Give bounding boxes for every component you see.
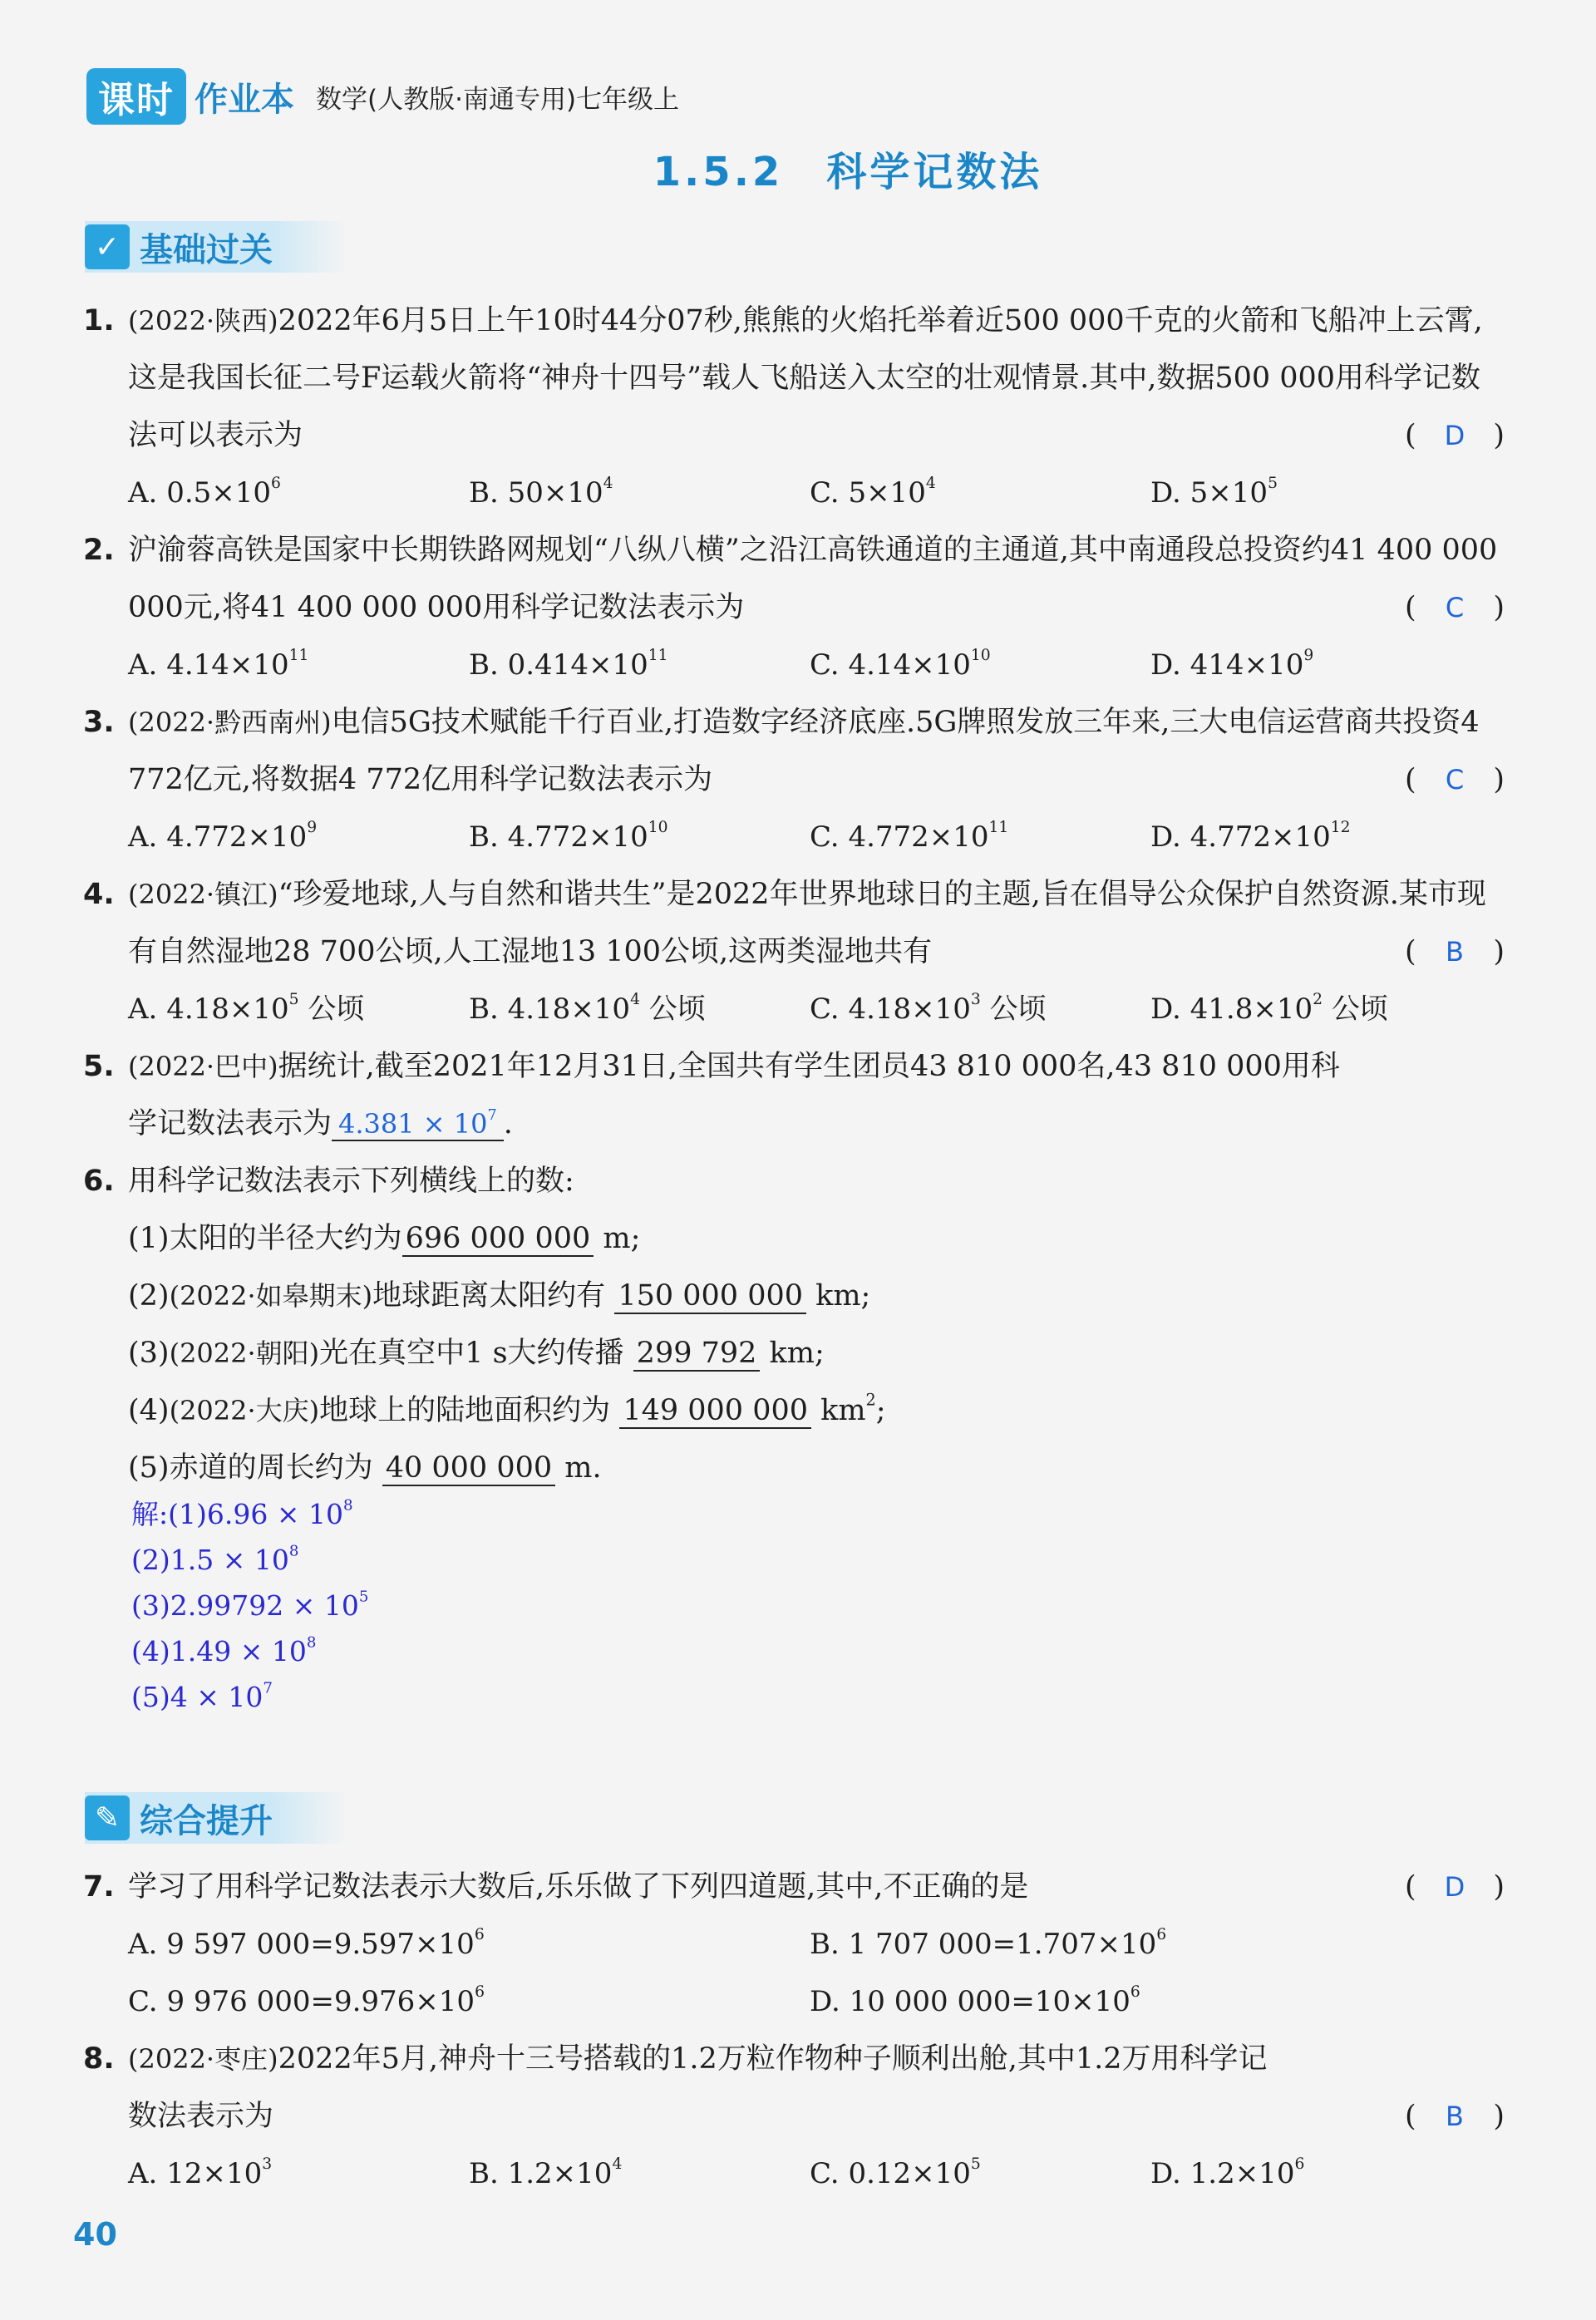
question-number: 4. <box>83 878 115 911</box>
option: B. $1.2\times 10^4$ <box>469 2155 623 2190</box>
answer-letter: C <box>1445 592 1465 623</box>
sub-question-1: (1)太阳的半径大约为 696 000 000 m; <box>128 1222 641 1255</box>
question-number: 7. <box>83 1870 115 1904</box>
book-subtitle: 数学(人教版·南通专用)七年级上 <box>316 84 680 115</box>
brand-name: 作业本 <box>195 80 294 119</box>
option: B. 1 707 $000=1.707\times 10^6$ <box>810 1926 1167 1961</box>
question-text: (2022·黔西南州)电信5G技术赋能千行百业,打造数字经济底座.5G牌照发放三年来,三大电信运营商共投资4 772亿元,将数据4 772亿用科学记数法表示为 <box>128 706 1480 796</box>
page-number: 40 <box>73 2216 117 2253</box>
answer-letter: C <box>1445 764 1465 795</box>
option: A. $4.772\times 10^9$ <box>128 819 318 854</box>
answer-letter: D <box>1444 420 1465 451</box>
answer-bracket: ( B ) <box>1405 924 1505 981</box>
section-label: 综合提升 <box>140 1801 273 1840</box>
option: D. $1.2\times 10^6$ <box>1150 2155 1305 2190</box>
blank-value: 150 000 000 <box>614 1279 806 1314</box>
answer-letter: D <box>1444 1871 1465 1903</box>
option: B. $4.772\times 10^{10}$ <box>469 819 668 854</box>
blank-value: 696 000 000 <box>402 1222 594 1257</box>
brand-logo: 课时 <box>86 68 186 125</box>
option: C. 9 976 $000=9.976\times 10^6$ <box>128 1983 485 2018</box>
option: D. $414\times 10^9$ <box>1150 647 1314 682</box>
question-4 <box>83 866 1505 981</box>
question-text: (2022·镇江)“珍爱地球,人与自然和谐共生”是2022年世界地球日的主题,旨在倡导公众保护自然资源.某市现有自然湿地28 700公顷,人工湿地13 100公顷,这两类湿地共有 <box>128 878 1486 968</box>
checkmark-icon: ✓ <box>85 224 130 269</box>
options-q8 <box>128 2145 1508 2203</box>
options-q4 <box>128 981 1508 1038</box>
question-number: 6. <box>83 1165 115 1198</box>
answer-bracket: ( B ) <box>1405 2088 1505 2145</box>
question-2 <box>83 522 1505 637</box>
answer-letter: B <box>1446 2101 1464 2132</box>
option: C. $4.772\times 10^{11}$ <box>810 819 1009 854</box>
page-title: 1.5.2 科学记数法 <box>653 149 1043 195</box>
options-q7-row2 <box>128 1973 1508 2031</box>
blank-value: 299 792 <box>633 1337 761 1372</box>
option: D. $41.8\times 10^2$ 公顷 <box>1150 991 1388 1026</box>
solution-line: $(5)4 \times 10^7$ <box>131 1679 273 1713</box>
solution-line: $(3)2.99792 \times 10^5$ <box>131 1588 369 1622</box>
solution-line: $(4)1.49 \times 10^8$ <box>131 1633 317 1667</box>
option: A. $4.14\times 10^{11}$ <box>128 647 309 682</box>
question-6 <box>83 1153 1505 1210</box>
sub-question-4: (4)(2022·大庆)地球上的陆地面积约为 149 000 000 $km^2$; <box>128 1390 886 1427</box>
question-3 <box>83 694 1505 809</box>
question-number: 5. <box>83 1050 115 1083</box>
solution-line: 解:(1)6.96 × $10^8$ <box>131 1496 353 1530</box>
options-q3 <box>128 809 1508 866</box>
option: A. $4.18\times 10^5$ 公顷 <box>128 991 365 1026</box>
blank-value: 149 000 000 <box>619 1394 811 1429</box>
option: C. $4.14\times 10^{10}$ <box>810 647 991 682</box>
question-text: 用科学记数法表示下列横线上的数: <box>128 1165 574 1198</box>
sub-question-3: (3)(2022·朝阳)光在真空中1 s大约传播 299 792 km; <box>128 1337 825 1370</box>
option: D. $5\times 10^5$ <box>1150 475 1278 510</box>
solution-block <box>131 1491 368 1720</box>
question-number: 2. <box>83 534 115 567</box>
answer-bracket: ( C ) <box>1405 579 1505 637</box>
question-text: 学习了用科学记数法表示大数后,乐乐做了下列四道题,其中,不正确的是 <box>128 1870 1029 1904</box>
section-basic <box>85 221 347 273</box>
option: C. $0.12\times 10^5$ <box>810 2155 981 2190</box>
question-number: 1. <box>83 304 115 337</box>
section-advanced <box>85 1792 347 1844</box>
question-8 <box>83 2031 1505 2145</box>
option: C. $4.18\times 10^3$ 公顷 <box>810 991 1047 1026</box>
option: B. $0.414\times 10^{11}$ <box>469 647 668 682</box>
question-text: (2022·巴中)据统计,截至2021年12月31日,全国共有学生团员43 810 000名,43 810 000用科 学记数法表示为 $4.381 \times 10^7$ . <box>128 1050 1340 1140</box>
section-label: 基础过关 <box>140 230 273 269</box>
question-text: (2022·陕西)2022年6月5日上午10时44分07秒,熊熊的火焰托举着近500 000千克的火箭和飞船冲上云霄,这是我国长征二号F运载火箭将“神舟十四号”载人飞船送入太空的壮观情景.其中,数据500 000用科学记数法可以表示为 <box>128 304 1483 452</box>
options-q2 <box>128 637 1508 694</box>
question-text: (2022·枣庄)2022年5月,神舟十三号搭载的1.2万粒作物种子顺利出舱,其中1.2万用科学记 数法表示为 <box>128 2042 1268 2133</box>
book-header <box>86 68 679 125</box>
answer-bracket: ( C ) <box>1405 751 1505 809</box>
option: A. $0.5\times 10^6$ <box>128 475 281 510</box>
option: A. $12\times 10^3$ <box>128 2155 273 2190</box>
pencil-icon: ✎ <box>85 1795 130 1840</box>
answer-bracket: ( D ) <box>1405 1859 1505 1916</box>
options-q7-row1 <box>128 1916 1508 1973</box>
question-number: 8. <box>83 2042 115 2076</box>
answer-fill: $4.381 \times 10^7$ <box>332 1108 504 1141</box>
option: D. $4.772\times 10^{12}$ <box>1150 819 1351 854</box>
answer-bracket: ( D ) <box>1405 407 1505 465</box>
sub-question-2: (2)(2022·如皋期末)地球距离太阳约有 150 000 000 km; <box>128 1279 871 1313</box>
question-7 <box>83 1859 1505 1916</box>
blank-value: 40 000 000 <box>382 1451 555 1486</box>
option: D. 10 000 $000=10\times 10^6$ <box>810 1983 1140 2018</box>
sub-question-5: (5)赤道的周长约为 40 000 000 m. <box>128 1451 602 1485</box>
option: A. 9 597 $000=9.597\times 10^6$ <box>128 1926 485 1961</box>
question-5 <box>83 1038 1505 1153</box>
options-q1 <box>128 465 1508 522</box>
solution-line: $(2)1.5 \times 10^8$ <box>131 1542 299 1576</box>
question-text: 沪渝蓉高铁是国家中长期铁路网规划“八纵八横”之沿江高铁通道的主通道,其中南通段总投资约41 400 000 000元,将41 400 000 000用科学记数法表示为 <box>128 534 1498 624</box>
answer-letter: B <box>1446 936 1464 968</box>
option: C. $5\times 10^4$ <box>810 475 936 510</box>
option: B. $4.18\times 10^4$ 公顷 <box>469 991 706 1026</box>
option: B. $50\times 10^4$ <box>469 475 613 510</box>
question-1 <box>83 293 1505 465</box>
question-number: 3. <box>83 706 115 739</box>
